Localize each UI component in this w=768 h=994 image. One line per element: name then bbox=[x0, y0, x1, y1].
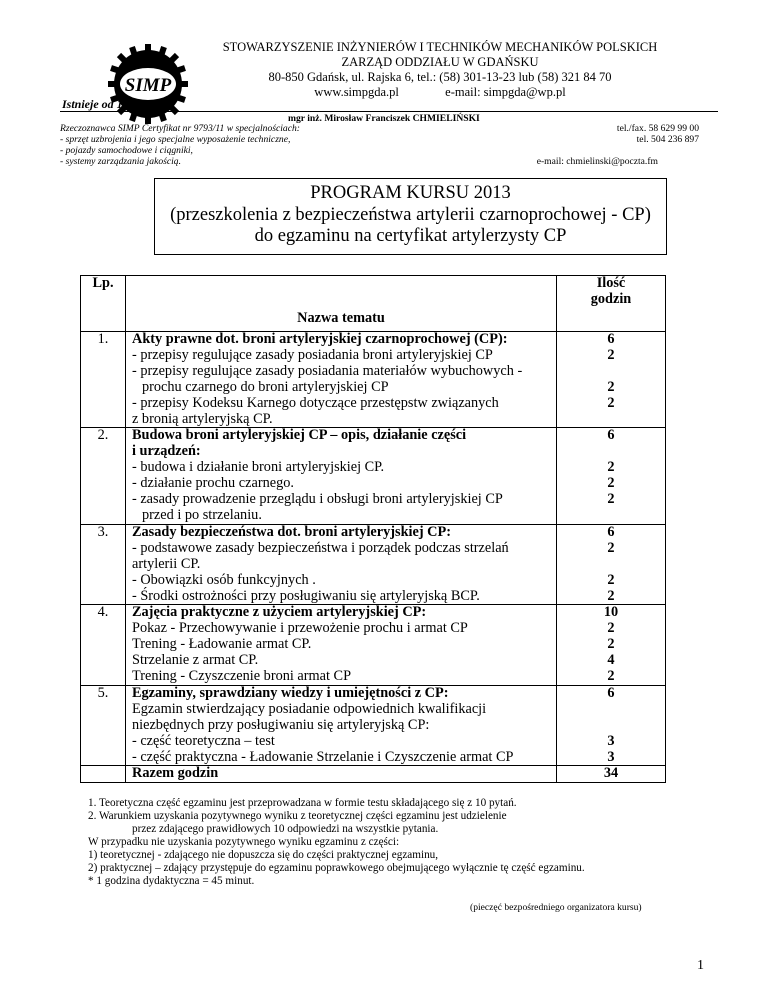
hours-value: 2 bbox=[607, 668, 615, 685]
hours-value: 2 bbox=[607, 394, 615, 411]
course-title-box bbox=[154, 178, 667, 255]
row-number: 4. bbox=[81, 605, 126, 686]
table-row bbox=[81, 524, 666, 605]
org-name: STOWARZYSZENIE INŻYNIERÓW I TECHNIKÓW MECHANIKÓW POLSKICH bbox=[222, 40, 658, 54]
topic-line: - Obowiązki osób funkcyjnych . bbox=[132, 571, 316, 588]
hours-cell bbox=[557, 605, 666, 686]
course-subtitle: (przeszkolenia z bezpieczeństwa artylerii czarnoprochowej - CP) bbox=[170, 204, 651, 225]
hours-value bbox=[557, 557, 665, 573]
expert-mobile: tel. 504 236 897 bbox=[636, 134, 699, 145]
org-website[interactable]: www.simpgda.pl bbox=[314, 85, 399, 99]
row-number: 5. bbox=[81, 685, 126, 766]
hours-value: 3 bbox=[607, 748, 615, 765]
course-title: PROGRAM KURSU 2013 bbox=[310, 183, 511, 203]
hours-value bbox=[557, 412, 665, 428]
topic-line: - podstawowe zasady bezpieczeństwa i porządek podczas strzelań bbox=[132, 539, 509, 556]
hours-value: 2 bbox=[607, 587, 615, 604]
topic-line: przed i po strzelaniu. bbox=[142, 506, 262, 523]
topic-heading: Egzaminy, sprawdziany wiedzy i umiejętności z CP: bbox=[132, 684, 449, 701]
expert-spec-2: - pojazdy samochodowe i ciągniki, bbox=[60, 145, 193, 156]
row-number: 3. bbox=[81, 524, 126, 605]
topic-line: - część teoretyczna – test bbox=[132, 732, 275, 749]
footnote-2b: przez zdającego prawidłowych 10 odpowiedzi na wszystkie pytania. bbox=[132, 823, 439, 835]
topic-line: - Środki ostrożności przy posługiwaniu się artyleryjską BCP. bbox=[132, 587, 480, 604]
topic-line: artylerii CP. bbox=[132, 555, 201, 572]
topic-line: i urządzeń: bbox=[132, 443, 201, 460]
hours-value: 2 bbox=[607, 636, 615, 653]
hours-value: 10 bbox=[603, 604, 619, 621]
topic-line: - przepisy Kodeksu Karnego dotyczące przestępstw związanych bbox=[132, 394, 499, 411]
topic-cell bbox=[126, 332, 557, 428]
footnote-2a: 2. Warunkiem uzyskania pozytywnego wyniku z teoretycznej części egzaminu jest udzielenie bbox=[88, 810, 507, 822]
topic-heading: Zajęcia praktyczne z użyciem artyleryjskiej CP: bbox=[132, 604, 427, 621]
header-divider bbox=[60, 111, 718, 112]
hours-value: 6 bbox=[607, 331, 615, 347]
hours-value bbox=[557, 718, 665, 734]
topic-line: - działanie prochu czarnego. bbox=[132, 475, 294, 492]
hours-value bbox=[557, 364, 665, 380]
topic-cell bbox=[126, 524, 557, 605]
hours-value: 2 bbox=[607, 346, 615, 363]
topic-heading: Akty prawne dot. broni artyleryjskiej czarnoprochowej (CP): bbox=[132, 331, 508, 347]
row-number: 1. bbox=[81, 332, 126, 428]
hours-value: 6 bbox=[607, 684, 615, 701]
header-lp: Lp. bbox=[81, 276, 126, 332]
hours-value: 2 bbox=[607, 571, 615, 588]
topic-line: z bronią artyleryjską CP. bbox=[132, 410, 273, 427]
page-number: 1 bbox=[697, 958, 704, 973]
table-total-row bbox=[81, 766, 666, 783]
hours-cell bbox=[557, 685, 666, 766]
hours-value bbox=[557, 444, 665, 460]
expert-name: mgr inż. Mirosław Franciszek CHMIELIŃSKI bbox=[288, 113, 480, 124]
hours-value: 2 bbox=[607, 475, 615, 492]
topic-line: Egzamin stwierdzający posiadanie odpowiednich kwalifikacji bbox=[132, 700, 487, 717]
hours-value bbox=[557, 508, 665, 524]
footnote-3: W przypadku nie uzyskania pozytywnego wyniku egzaminu z części: bbox=[88, 836, 400, 848]
footnote-6: * 1 godzina dydaktyczna = 45 minut. bbox=[88, 875, 255, 887]
table-row bbox=[81, 428, 666, 524]
hours-value: 6 bbox=[607, 427, 615, 444]
hours-value: 2 bbox=[607, 539, 615, 556]
expert-spec-3: - systemy zarządzania jakością. bbox=[60, 156, 181, 167]
course-goal: do egzaminu na certyfikat artylerzysty CP bbox=[254, 226, 567, 246]
org-email[interactable]: e-mail: simpgda@wp.pl bbox=[445, 85, 566, 99]
table-row bbox=[81, 685, 666, 766]
hours-value: 2 bbox=[607, 378, 615, 395]
topic-line: - zasady prowadzenie przeglądu i obsługi broni artyleryjskiej CP bbox=[132, 491, 503, 508]
header-hours bbox=[557, 276, 666, 332]
topic-cell bbox=[126, 685, 557, 766]
header-hours-line1: Ilość bbox=[596, 275, 626, 291]
expert-phone: tel./fax. 58 629 99 00 bbox=[616, 123, 699, 134]
program-table bbox=[80, 275, 666, 783]
table-row bbox=[81, 332, 666, 428]
footnote-1: 1. Teoretyczna część egzaminu jest przeprowadzana w formie testu składającego się z 10 pytań. bbox=[88, 797, 517, 809]
hours-value bbox=[557, 702, 665, 718]
total-label: Razem godzin bbox=[126, 766, 557, 783]
topic-cell bbox=[126, 605, 557, 686]
expert-certificate: Rzeczoznawca SIMP Certyfikat nr 9793/11 w specjalnościach: bbox=[60, 123, 300, 134]
topic-line: - część praktyczna - Ładowanie Strzelanie i Czyszczenie armat CP bbox=[132, 748, 514, 765]
topic-heading: Budowa broni artyleryjskiej CP – opis, działanie części bbox=[132, 427, 467, 444]
hours-cell bbox=[557, 428, 666, 524]
row-number: 2. bbox=[81, 428, 126, 524]
table-row bbox=[81, 605, 666, 686]
simp-logo bbox=[106, 42, 191, 127]
topic-line: - budowa i działanie broni artyleryjskiej CP. bbox=[132, 459, 385, 476]
topic-line: Pokaz - Przechowywanie i przewożenie prochu i armat CP bbox=[132, 620, 468, 637]
topic-line: Trening - Ładowanie armat CP. bbox=[132, 636, 312, 653]
topic-cell bbox=[126, 428, 557, 524]
topic-line: niezbędnych przy posługiwaniu się artyleryjską CP: bbox=[132, 716, 430, 733]
hours-cell bbox=[557, 332, 666, 428]
expert-spec-1: - sprzęt uzbrojenia i jego specjalne wyposażenie techniczne, bbox=[60, 134, 291, 145]
footnote-5: 2) praktycznej – zdający przystępuje do egzaminu poprawkowego obejmującego wyłącznie tę część egzaminu. bbox=[88, 862, 585, 874]
org-branch: ZARZĄD ODDZIAŁU W GDAŃSKU bbox=[341, 55, 539, 69]
topic-line: prochu czarnego do broni artyleryjskiej CP bbox=[142, 378, 389, 395]
hours-value: 2 bbox=[607, 491, 615, 508]
hours-value: 2 bbox=[607, 459, 615, 476]
hours-value: 4 bbox=[607, 652, 615, 669]
org-contact bbox=[180, 85, 700, 100]
established-note: Istnieje od 1926 r. bbox=[62, 97, 151, 111]
header-hours-line2: godzin bbox=[590, 290, 632, 307]
hours-value: 2 bbox=[607, 620, 615, 637]
topic-line: - przepisy regulujące zasady posiadania broni artyleryjskiej CP bbox=[132, 346, 493, 363]
topic-line: - przepisy regulujące zasady posiadania materiałów wybuchowych - bbox=[132, 362, 523, 379]
total-hours: 34 bbox=[557, 766, 666, 783]
header-topic: Nazwa tematu bbox=[126, 276, 557, 332]
topic-line: Strzelanie z armat CP. bbox=[132, 652, 259, 669]
stamp-note: (pieczęć bezpośredniego organizatora kursu) bbox=[470, 902, 642, 913]
topic-line: Trening - Czyszczenie broni armat CP bbox=[132, 668, 352, 685]
hours-value: 3 bbox=[607, 732, 615, 749]
footnote-4: 1) teoretycznej - zdającego nie dopuszcza się do części praktycznej egzaminu, bbox=[88, 849, 439, 861]
expert-email[interactable]: e-mail: chmielinski@poczta.fm bbox=[536, 156, 658, 167]
logo-text: SIMP bbox=[124, 75, 172, 96]
hours-cell bbox=[557, 524, 666, 605]
hours-value: 6 bbox=[607, 523, 615, 540]
org-address: 80-850 Gdańsk, ul. Rajska 6, tel.: (58) 301-13-23 lub (58) 321 84 70 bbox=[268, 70, 612, 84]
topic-heading: Zasady bezpieczeństwa dot. broni artyleryjskiej CP: bbox=[132, 523, 451, 540]
table-header-row bbox=[81, 276, 666, 332]
